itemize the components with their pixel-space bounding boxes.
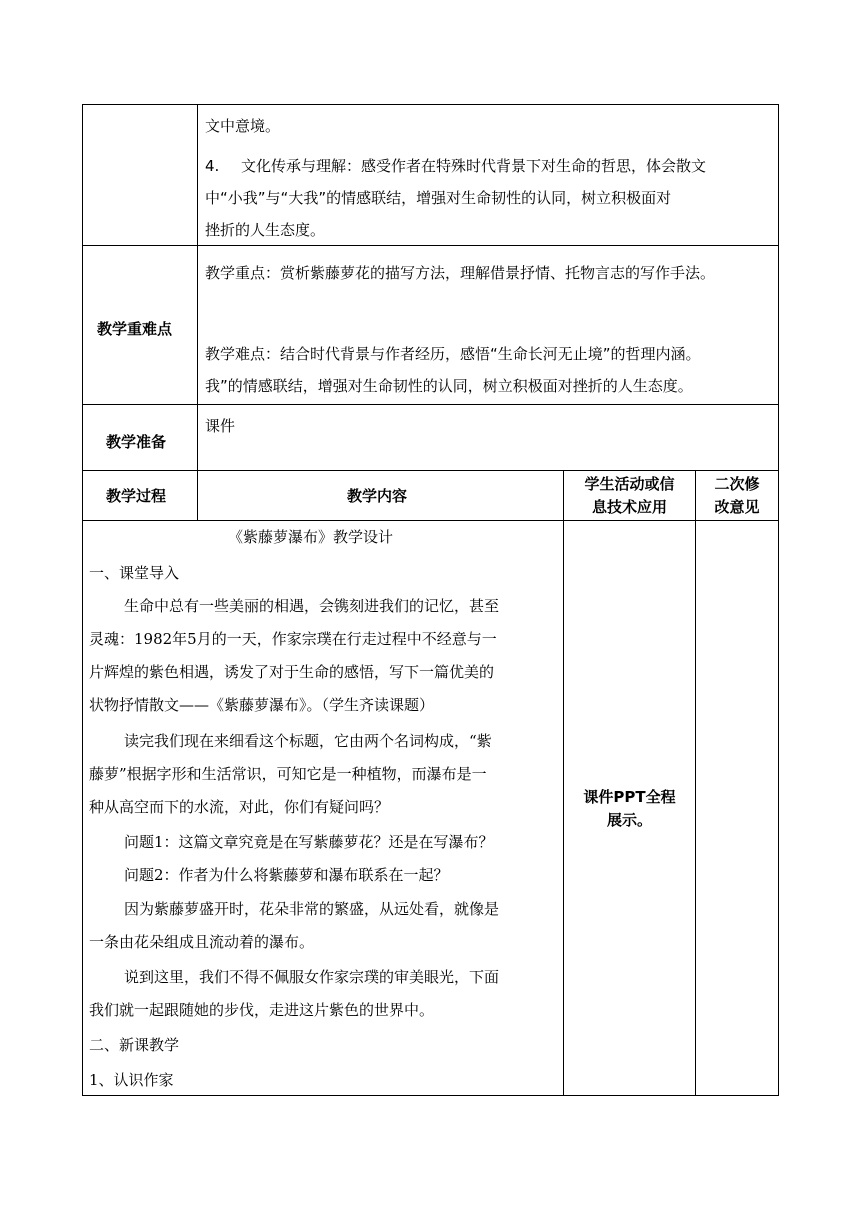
paragraph-line: 生命中总有一些美丽的相遇，会镌刻进我们的记忆，甚至 <box>124 597 500 615</box>
difficulty-text: 我”的情感联结，增强对生命韧性的认同，树立积极面对挫折的人生态度。 <box>205 377 693 395</box>
objective-text: 中“小我”与“大我”的情感联结，增强对生命韧性的认同，树立积极面对 <box>205 189 672 207</box>
section-heading: 一、课堂导入 <box>89 564 180 582</box>
paragraph-line: 因为紫藤萝盛开时，花朵非常的繁盛，从远处看，就像是 <box>124 900 500 918</box>
row-divider <box>82 470 779 471</box>
revision-header-line: 二次修 <box>714 475 760 493</box>
row-divider <box>82 520 779 521</box>
paragraph-line: 灵魂：1982年5月的一天，作家宗璞在行走过程中不经意与一 <box>89 630 497 648</box>
activity-header-line: 息技术应用 <box>591 498 667 516</box>
process-header: 教学过程 <box>106 487 167 505</box>
table-left-border <box>82 104 83 1096</box>
paragraph-line: 一条由花朵组成且流动着的瀑布。 <box>89 933 315 951</box>
paragraph-line: 说到这里，我们不得不佩服女作家宗璞的审美眼光，下面 <box>124 968 500 986</box>
paragraph-line: 状物抒情散文——《紫藤萝瀑布》。（学生齐读课题） <box>89 696 435 714</box>
activity-text: 课件PPT全程 <box>583 788 676 806</box>
section-heading: 二、新课教学 <box>89 1036 180 1054</box>
table-right-border <box>778 104 779 1096</box>
activity-column-divider <box>563 470 564 1096</box>
activity-text: 展示。 <box>606 811 652 829</box>
paragraph-line: 藤萝”根据字形和生活常识，可知它是一种植物，而瀑布是一 <box>89 765 487 783</box>
table-top-border <box>82 104 779 105</box>
label-column-divider <box>197 104 198 521</box>
preparation-label: 教学准备 <box>106 433 167 451</box>
objectives-line: 文中意境。 <box>205 117 281 135</box>
row-divider <box>82 245 779 246</box>
objective-number: 4. <box>205 157 220 175</box>
content-header: 教学内容 <box>347 487 408 505</box>
question-line: 问题1：这篇文章究竟是在写紫藤萝花？还是在写瀑布？ <box>124 833 494 851</box>
paragraph-line: 我们就一起跟随她的步伐，走进这片紫色的世界中。 <box>89 1001 435 1019</box>
key-point-text: 教学重点：赏析紫藤萝花的描写方法，理解借景抒情、托物言志的写作手法。 <box>205 264 716 282</box>
paragraph-line: 读完我们现在来细看这个标题，它由两个名词构成，“紫 <box>124 732 492 750</box>
activity-header-line: 学生活动或信 <box>584 475 675 493</box>
row-divider <box>82 404 779 405</box>
subsection-heading: 1、认识作家 <box>89 1071 174 1089</box>
question-line: 问题2：作者为什么将紫藤萝和瀑布联系在一起？ <box>124 866 449 884</box>
paragraph-line: 种从高空而下的水流，对此，你们有疑问吗？ <box>89 798 390 816</box>
table-bottom-border <box>82 1095 779 1096</box>
revision-column-divider <box>695 470 696 1096</box>
preparation-value: 课件 <box>205 417 236 435</box>
objective-text: 挫折的人生态度。 <box>205 221 326 239</box>
objective-text: 文化传承与理解：感受作者在特殊时代背景下对生命的哲思，体会散文 <box>241 157 707 175</box>
paragraph-line: 片辉煌的紫色相遇，诱发了对于生命的感悟，写下一篇优美的 <box>89 663 495 681</box>
difficulty-text: 教学难点：结合时代背景与作者经历，感悟“生命长河无止境”的哲理内涵。 <box>205 345 701 363</box>
revision-header-line: 改意见 <box>714 498 760 516</box>
lesson-title: 《紫藤萝瀑布》教学设计 <box>228 528 394 546</box>
key-difficult-label: 教学重难点 <box>97 320 173 338</box>
